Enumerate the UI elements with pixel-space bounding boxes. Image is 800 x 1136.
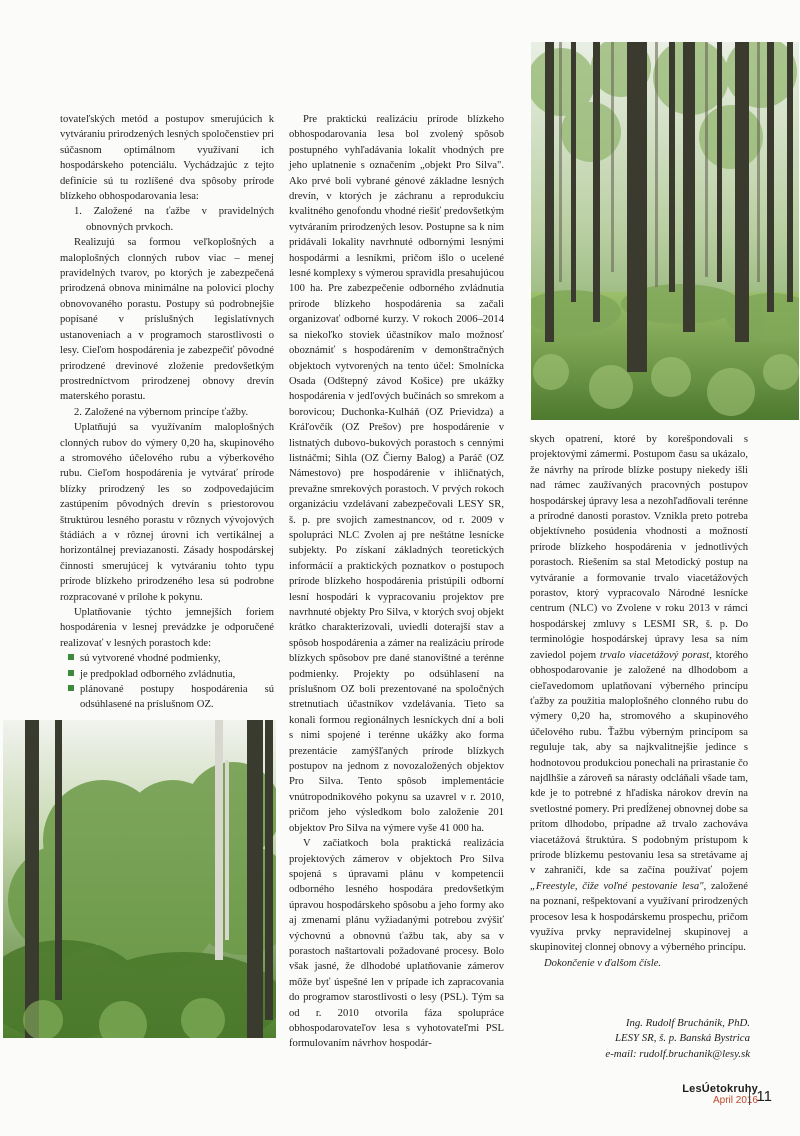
author-organization: LESY SR, š. p. Banská Bystrica xyxy=(615,1032,750,1045)
forest-photo-bottom xyxy=(3,720,276,1038)
col1-list-item-2: 2. Založené na výbernom princípe ťažby. xyxy=(74,406,249,418)
magazine-name: LesÚetokruhy xyxy=(682,1083,758,1095)
col1-paragraph-4: Uplatňovanie týchto jemnejších foriem hospodárenia v lesnej prevádzke je odporučené realizovať v lesných porastoch kde: xyxy=(60,607,274,649)
col1-paragraph-2: Realizujú sa formou veľkoplošných a maloplošných clonných rubov viac – menej pravidelných tvarov, po ktorých je zabezpečená prirodzená obnova minimálne na polovici plochy obnovovaného porastu. Postupy sú podrobnejšie popísané v príslušných legislatívnych ustanoveniach a v programoch starostlivosti o lesy. Cieľom hospodárenia je zabezpečiť pôvodné prirodzené drevinové zloženie predovšetkým prostredníctvom prirodzenej obnovy drevín materského porastu. xyxy=(60,237,274,403)
col1-paragraph-1: tovateľských metód a postupov smerujúcich k vytváraniu prirodzených lesných spoločenstiev pri súčasnom optimálnom využívaní ich hospodárskeho potenciálu. Vychádzajúc z tejto definície sú tu rozlíšené dva spôsoby prírode blízkeho obhospodarovania lesa: xyxy=(60,114,274,203)
page-number: 11 xyxy=(749,1088,772,1105)
forest-photo-top-image xyxy=(531,42,799,420)
forest-photo-top xyxy=(531,42,799,420)
col3-paragraph-1 xyxy=(530,432,748,956)
author-name: Ing. Rudolf Bruchánik, PhD. xyxy=(625,1017,750,1029)
col1-list-item-1: 1. Založené na ťažbe v pravidelných obnovných prvkoch. xyxy=(74,206,274,233)
condition-item: plánované postupy hospodárenia sú odsúhlasené na príslušnom OZ. xyxy=(60,682,274,713)
forest-photo-bottom-image xyxy=(3,720,276,1038)
condition-item: je predpoklad odborného zvládnutia, xyxy=(60,667,274,682)
term-freestyle: „Freestyle, čiže voľné pestovanie lesa" xyxy=(530,880,704,892)
col2-paragraph-2: V začiatkoch bola praktická realizácia projektových zámerov v objektoch Pro Silva spojená s úpravami plánu v kompetencii odborného lesného hospodára predovšetkým úpravou hospodárskeho spôsobu a jeho formy ako aj zmenami plánu vyžiadanými potrebou zvýšiť výchovnú a obnovnú ťažbu tak, aby sa v porastoch naštartovali požadované procesy. Bolo však jasné, že dlhodobé uplatňovanie zámerov môže byť úspešné len v prípade ich zapracovania do programov starostlivosti o lesy (PSL). Tým sa od r. 2010 otvorila fáza spolupráce obhospodarovateľov lesa s vyhotovateľmi PSL formulovaním návrhov hospodár- xyxy=(289,838,504,1050)
term-trvalo-viacetazovy-porast: trvalo viacetážový porast xyxy=(599,649,710,661)
conditions-list xyxy=(60,651,274,713)
col3-text-a: skych opatrení, ktoré by korešpondovali s projektovými zámermi. Postupom času sa ukázalo, že návrhy na prírode blízke postupy niekedy išli nad rámec zaužívaných pracovných postupov hospodárskej úpravy lesa a nezohľadňovali terénne a prírodné danosti porastov. Vznikla preto potreba objektívneho posúdenia vhodnosti a možností prírode blízkeho hospodárenia v jednotlivých porastoch. Riešením sa stal Metodický postup na vytváranie a formovanie trvalo viacetážových porastov, ktorý vypracovalo Národné lesnícke centrum (NLC) vo Zvolene v roku 2013 v rámci hospodárskej zmluvy s LESMI SR, š. p. Do terminológie hospodárskej úpravy lesa sa ním zaviedol pojem xyxy=(530,434,748,661)
column-2 xyxy=(289,112,504,1052)
condition-item: sú vytvorené vhodné podmienky, xyxy=(60,651,274,666)
col2-paragraph-1: Pre praktickú realizáciu prírode blízkeho obhospodarovania lesa bol zvolený spôsob postupného vyhľadávania lokalít vhodných pre jeho uplatnenie s označením „objekt Pro Silva". Ako prvé boli vybrané génové základne lesných drevín, v ktorých je záchranu a reprodukciu kvalitného genofondu vhodné riešiť predovšetkým vytváraním prirodzených lesov. Postupne sa k nim pridávali lokality navrhnuté odbornými lesnými hospodármi a lesníkmi, pričom išlo o ucelené lesné komplexy s výmerou spravidla presahujúcou 100 ha. Pre zabezpečenie odborného zvládnutia prírode blízkeho hospodárenia sa začali organizovať odborné kurzy. V rokoch 2006–2014 sa niekoľko stoviek účastníkov malo možnosť oboznámiť s hospodárením v demonštračných objektoch vytvorených na tento účel: Smolnícka Osada (Odštepný závod Košice) pre ukážky hospodárenia v jedľových bučinách so smrekom a borovicou; Duchonka-Kulháň (OZ Prievidza) a Kráľovčík (OZ Prešov) pre hospodárenie v listnatých dubovo-bukových porastoch s cennými listnáčmi; Sihla (OZ Čierny Balog) a Paráč (OZ Námestovo) pre hospodárenie v ihličnatých, prevažne smrekových porastoch. V prvých rokoch organizáciu vzdelávaní zabezpečovali LESY SR, š. p. pre svojich zamestnancov, od r. 2009 v spolupráci NLC Zvolen aj pre neštátne lesnícke subjekty. Po získaní základných teoretických informácií a praktických poznatkov o postupoch prírode blízkeho hospodárenia pristúpili odborní lesní hospodári k vypracovaniu projektov pre navrhnuté objekty Pro Silva, v ktorých svoj objekt krátko charakterizovali, uviedli doterajší stav a spôsob hospodárenia a zámer na realizáciu prírode blízkych spôsobov pre dané stanovištné a terénne podmienky. Projekty po odsúhlasení na príslušnom OZ boli prezentované na spoločných stretnutiach účastníkov vzdelávania. Tieto sa konali formou regionálnych lesníckych dní a boli s nimi spojené i terénne ukážky ako forma prezentácie zamýšľaných prírode blízkych postupov na jednom z novozaložených objektov Pro Silva. Tento spôsob implementácie vnútropodnikového pokynu sa uzavrel v r. 2010, pričom jeho výsledkom bolo založenie 201 objektov Pro Silva na výmere vyše 41 000 ha. xyxy=(289,114,504,834)
col3-text-c: , založené na poznaní, rešpektovaní a využívaní prirodzených procesov lesa k hospodárskemu prospechu, pričom využíva prvky nepravidelnej skupinovej a skupinovitej clonnej obnovy a výberného princípu. xyxy=(530,880,748,954)
col3-text-b: , ktorého obhospodarovanie je založené na dlhodobom a cieľavedomom uplatňovaní výberného princípu ťažby za použitia maloplošného clonného rubu do výmery 0,20 ha, stromového a skupinového účelového rubu. Ťažbu výberným princípom sa reguluje tak, aby sa najkvalitnejšie jedince s hodnotovou produkciou ponechali na prirastanie čo najdlhšie a zároveň sa nárasty odcláňali všade tam, kde je to potrebné z hľadiska nárokov drevín na svetlostné pomery. Pri predĺženej obnovnej dobe sa prítom dlhodobo, prípadne až trvalo zachováva viacetážová štruktúra. S podobným prístupom k prírode blízkemu pestovaniu lesa sa stretávame aj v zahraničí, kde sa začína používať pojem xyxy=(530,649,748,877)
continuation-note: Dokončenie v ďalšom čísle. xyxy=(544,957,662,969)
column-1 xyxy=(60,112,274,713)
col1-paragraph-3: Uplatňujú sa využívaním maloplošných clonných rubov do výmery 0,20 ha, skupinového a stromového účelového rubu a výberkového rubu. Cieľom hospodárenia je vytvárať prírode blízky prirodzený les so zodpovedajúcim zastúpením pôvodných drevín s priestorovou štruktúrou lesného porastu v rôznych vývojových štádiách a v rôznej úrovni ich vertikálnej a horizontálnej previazanosti. Zásady hospodárskej činnosti smerujúcej k vytváraniu tohto typu prírode blízkeho prirodzeného lesa sú podrobne rozpracované v prílohe k pokynu. xyxy=(60,422,274,603)
page-footer xyxy=(682,1083,758,1106)
issue-date: April 2016 xyxy=(712,1095,758,1106)
author-email: e-mail: rudolf.bruchanik@lesy.sk xyxy=(605,1047,750,1060)
column-3 xyxy=(530,432,748,971)
author-signature xyxy=(605,1016,750,1062)
